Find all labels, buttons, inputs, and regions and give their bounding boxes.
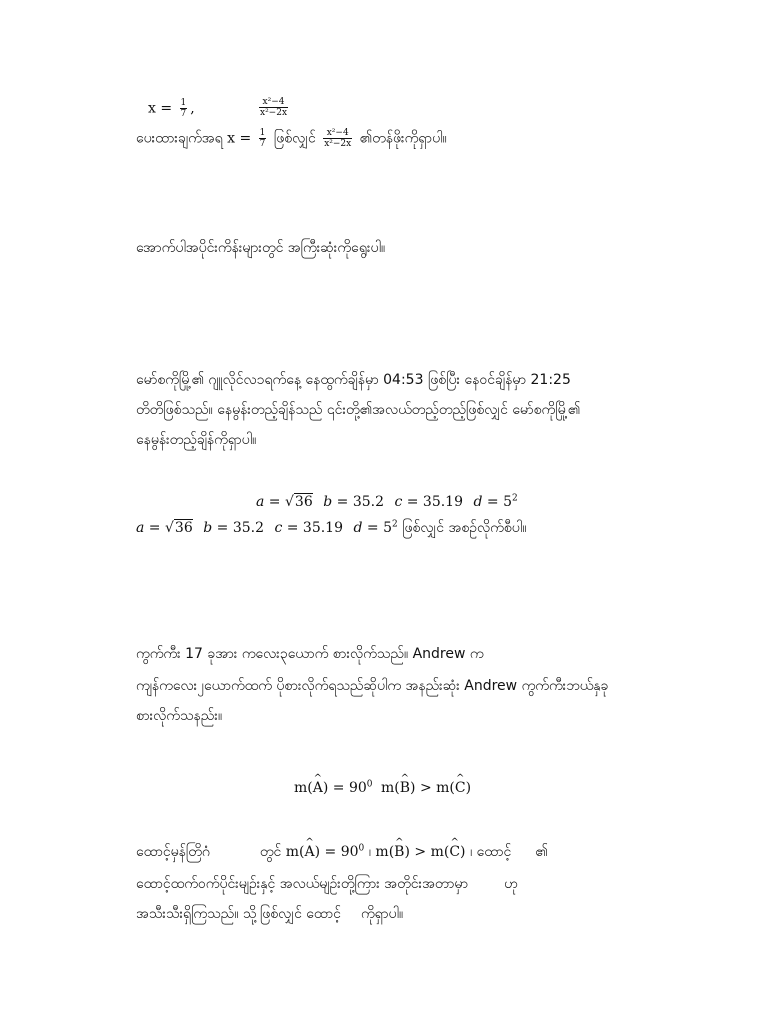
q1-expression-fraction: $\frac{\text{x²−4}}{\text{x²−2x}}$ bbox=[260, 97, 288, 118]
q4-display-equation: a = √36 b = 35.2 c = 35.19 $d = 5^2$ bbox=[256, 493, 518, 510]
q1-display-expression bbox=[256, 97, 291, 118]
q1-x-label: x = bbox=[148, 100, 177, 117]
q5-question-line-2: ကျန်ကလေး၂ယောက်ထက် ပိုစားလိုက်ရသည်ဆိုပါက အနည်းဆုံး Andrew ကွက်ကီးဘယ်နှခု bbox=[136, 678, 609, 694]
q5-question-line-1: ကွက်ကီး 17 ခုအား ကလေး၃ယောက် စားလိုက်သည်။ Andrew က bbox=[136, 646, 484, 662]
q1-inline-x-fraction: $\frac{1}{7}$ bbox=[259, 128, 266, 149]
q1-display-equation: x = $\frac{1}{7}$ , bbox=[148, 98, 195, 119]
q6-question-line-2: ထောင့်ထက်ဝက်ပိုင်းမျဉ်းနှင့် အလယ်မျဉ်းတို့ကြား အတိုင်းအတာမှာ ဟု bbox=[136, 876, 518, 892]
q1-x-fraction: $\frac{1}{7}$ bbox=[180, 98, 187, 119]
q4-sqrt: √36 bbox=[285, 494, 313, 510]
q1-question-line: ပေးထားချက်အရ x = $\frac{1}{7}$ ဖြစ်လျှင် $\frac{\text{x²−4}}{\text{x²−2x}}$ ၏တန်ဖိုးကိုရှာပါ။ bbox=[136, 128, 447, 149]
q4-question-line: a = √36 b = 35.2 c = 35.19 $d = 5^2$ ဖြစ်လျှင် အစဉ်လိုက်စီပါ။ bbox=[136, 519, 527, 536]
q6-question-line-1: ထောင့်မှန်တြိဂံ တွင် m(^ $A) = 90^0$ ၊ m(^ B) > m(^ C) ၊ ထောင့် ၏ bbox=[136, 842, 548, 862]
q6-question-line-3: အသီးသီးရှိကြသည်။ သို့ဖြစ်လျှင် ထောင့် ကိုရှာပါ။ bbox=[136, 906, 404, 922]
q1-inline-expression-fraction: $\frac{\text{x²−4}}{\text{x²−2x}}$ bbox=[324, 128, 352, 149]
q3-question-line-3: နေမွန်းတည့်ချိန်ကိုရှာပါ။ bbox=[136, 432, 257, 448]
q2-question-line: အောက်ပါအပိုင်းကိန်းများတွင် အကြီးဆုံးကိုရွေးပါ။ bbox=[136, 240, 386, 256]
q3-question-line-1: မော်စကိုမြို့၏ ဂျူလိုင်လ၁ရက်နေ့ နေထွက်ချိန်မှာ 04:53 ဖြစ်ပြီး နေဝင်ချိန်မှာ 21:25 bbox=[136, 372, 571, 388]
q6-display-equation: m(^ $A) = 90^0$ m(^ B) > m(^ C) bbox=[294, 778, 471, 798]
q3-question-line-2: တိတိဖြစ်သည်။ နေမွန်းတည့်ချိန်သည် ၎င်းတို့၏အလယ်တည့်တည့်ဖြစ်လျှင် မော်စကိုမြို့၏ bbox=[136, 402, 581, 418]
q5-question-line-3: စားလိုက်သနည်း။ bbox=[136, 708, 223, 724]
